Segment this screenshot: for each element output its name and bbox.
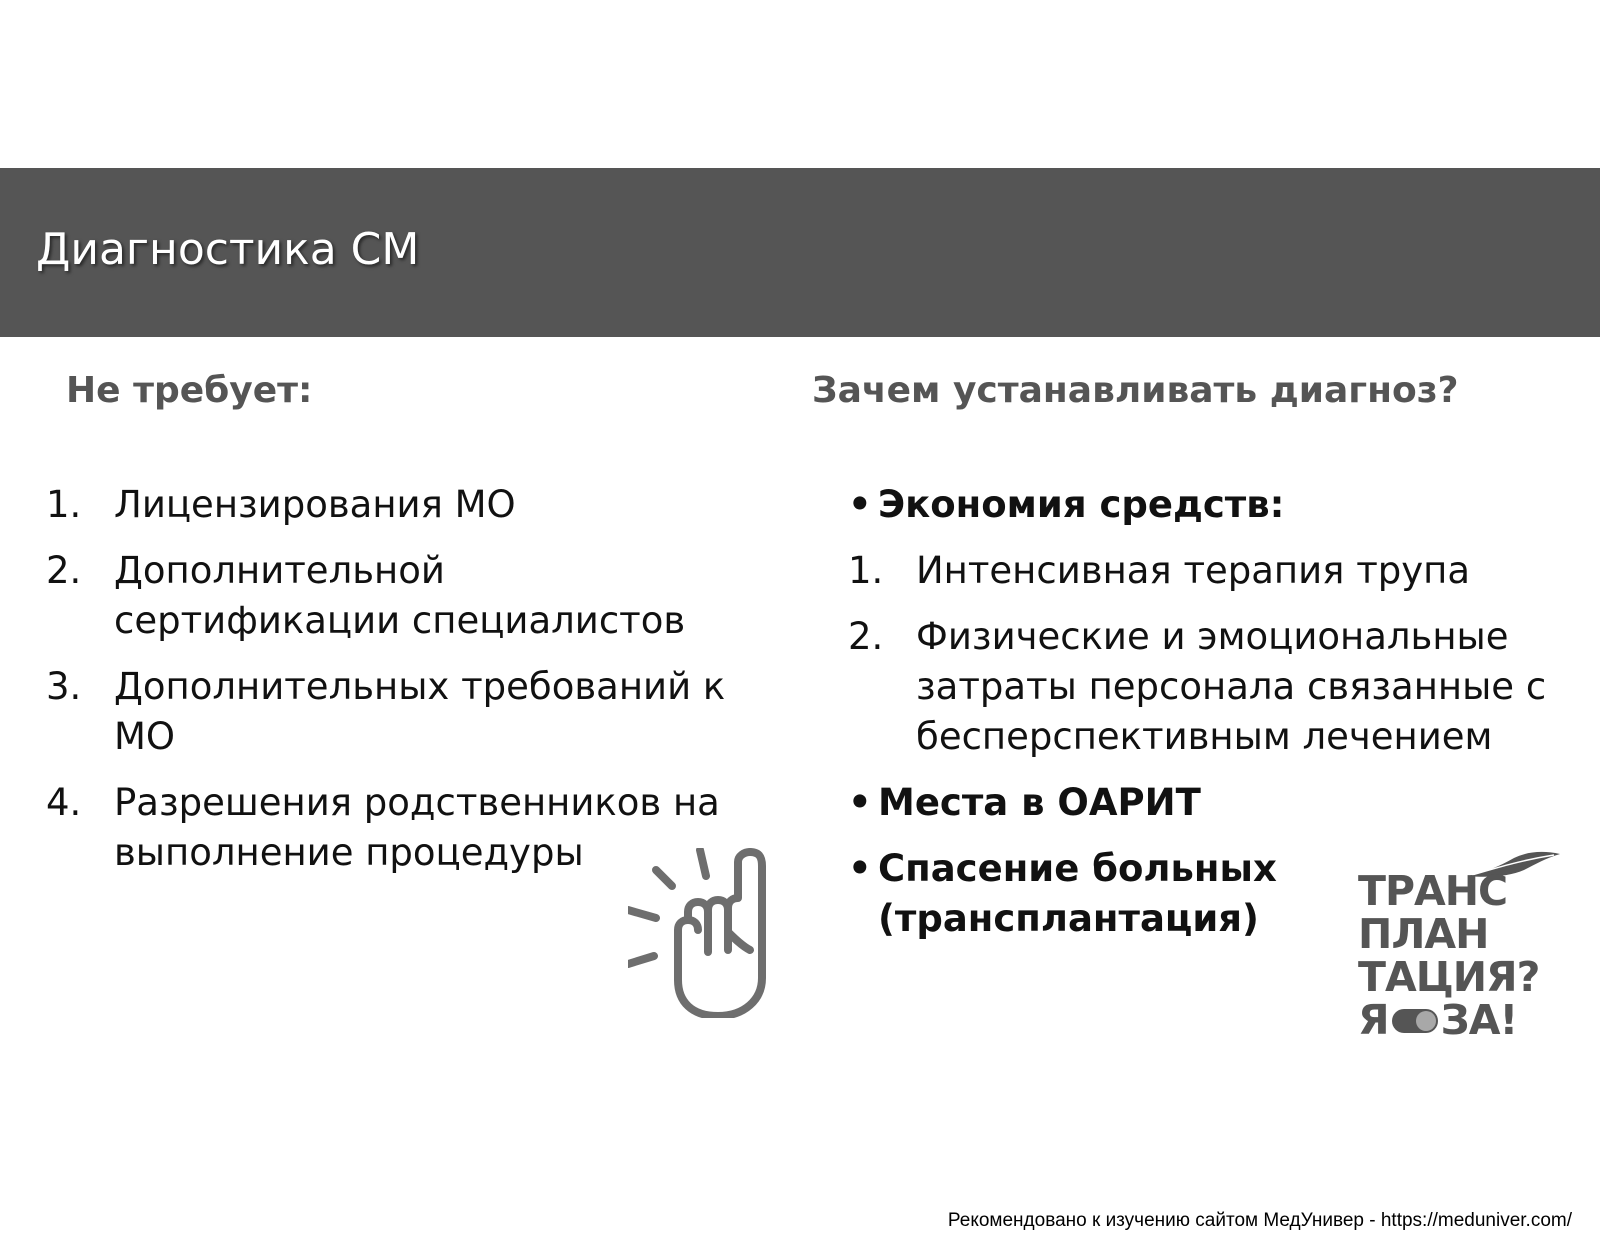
bullet-mark: •: [848, 781, 872, 824]
item-number: 1.: [848, 549, 884, 592]
list-item: [46, 662, 726, 762]
bullet-mark: •: [848, 483, 872, 526]
pointing-hand-icon: [628, 848, 798, 1018]
item-text: Интенсивная терапия трупа: [916, 549, 1470, 592]
bullet-item: [848, 778, 1568, 828]
item-text: Разрешения родственников на выполнение процедуры: [114, 781, 720, 874]
item-text: Дополнительной сертификации специалистов: [114, 549, 686, 642]
item-number: 2.: [46, 549, 82, 592]
logo-line: ТАЦИЯ?: [1358, 953, 1540, 1001]
item-text: Лицензирования МО: [114, 483, 516, 526]
toggle-icon: [1392, 1009, 1438, 1033]
left-heading: Не требует:: [66, 370, 313, 411]
logo-line: ЗА!: [1440, 996, 1518, 1044]
logo-line: ПЛАН: [1358, 910, 1489, 958]
item-number: 3.: [46, 665, 82, 708]
item-text: Места в ОАРИТ: [878, 781, 1201, 824]
item-number: 2.: [848, 615, 884, 658]
item-text: Спасение больных (трансплантация): [878, 847, 1277, 940]
bullet-item: [848, 480, 1568, 530]
transplantation-logo: [1358, 848, 1558, 1044]
bullet-mark: •: [848, 847, 872, 890]
right-heading: Зачем устанавливать диагноз?: [812, 370, 1459, 411]
item-number: 1.: [46, 483, 82, 526]
item-text: Дополнительных требований к МО: [114, 665, 726, 758]
list-item: [848, 612, 1568, 762]
slide-title: Диагностика СМ: [36, 224, 420, 275]
bullet-item: [848, 844, 1278, 944]
logo-line: Я: [1358, 996, 1389, 1044]
item-text: Физические и эмоциональные затраты персонала связанные с бесперспективным лечением: [916, 615, 1547, 758]
logo-line: ТРАНС: [1358, 867, 1508, 915]
list-item: [46, 546, 726, 646]
list-item: [46, 480, 726, 530]
item-text: Экономия средств:: [878, 483, 1285, 526]
list-item: [46, 778, 726, 878]
footer-credit: Рекомендовано к изучению сайтом МедУнивер - https://meduniver.com/: [947, 1210, 1572, 1231]
title-bar: [0, 168, 1600, 337]
requirements-list: [46, 480, 726, 894]
list-item: [848, 546, 1568, 596]
item-number: 4.: [46, 781, 82, 824]
